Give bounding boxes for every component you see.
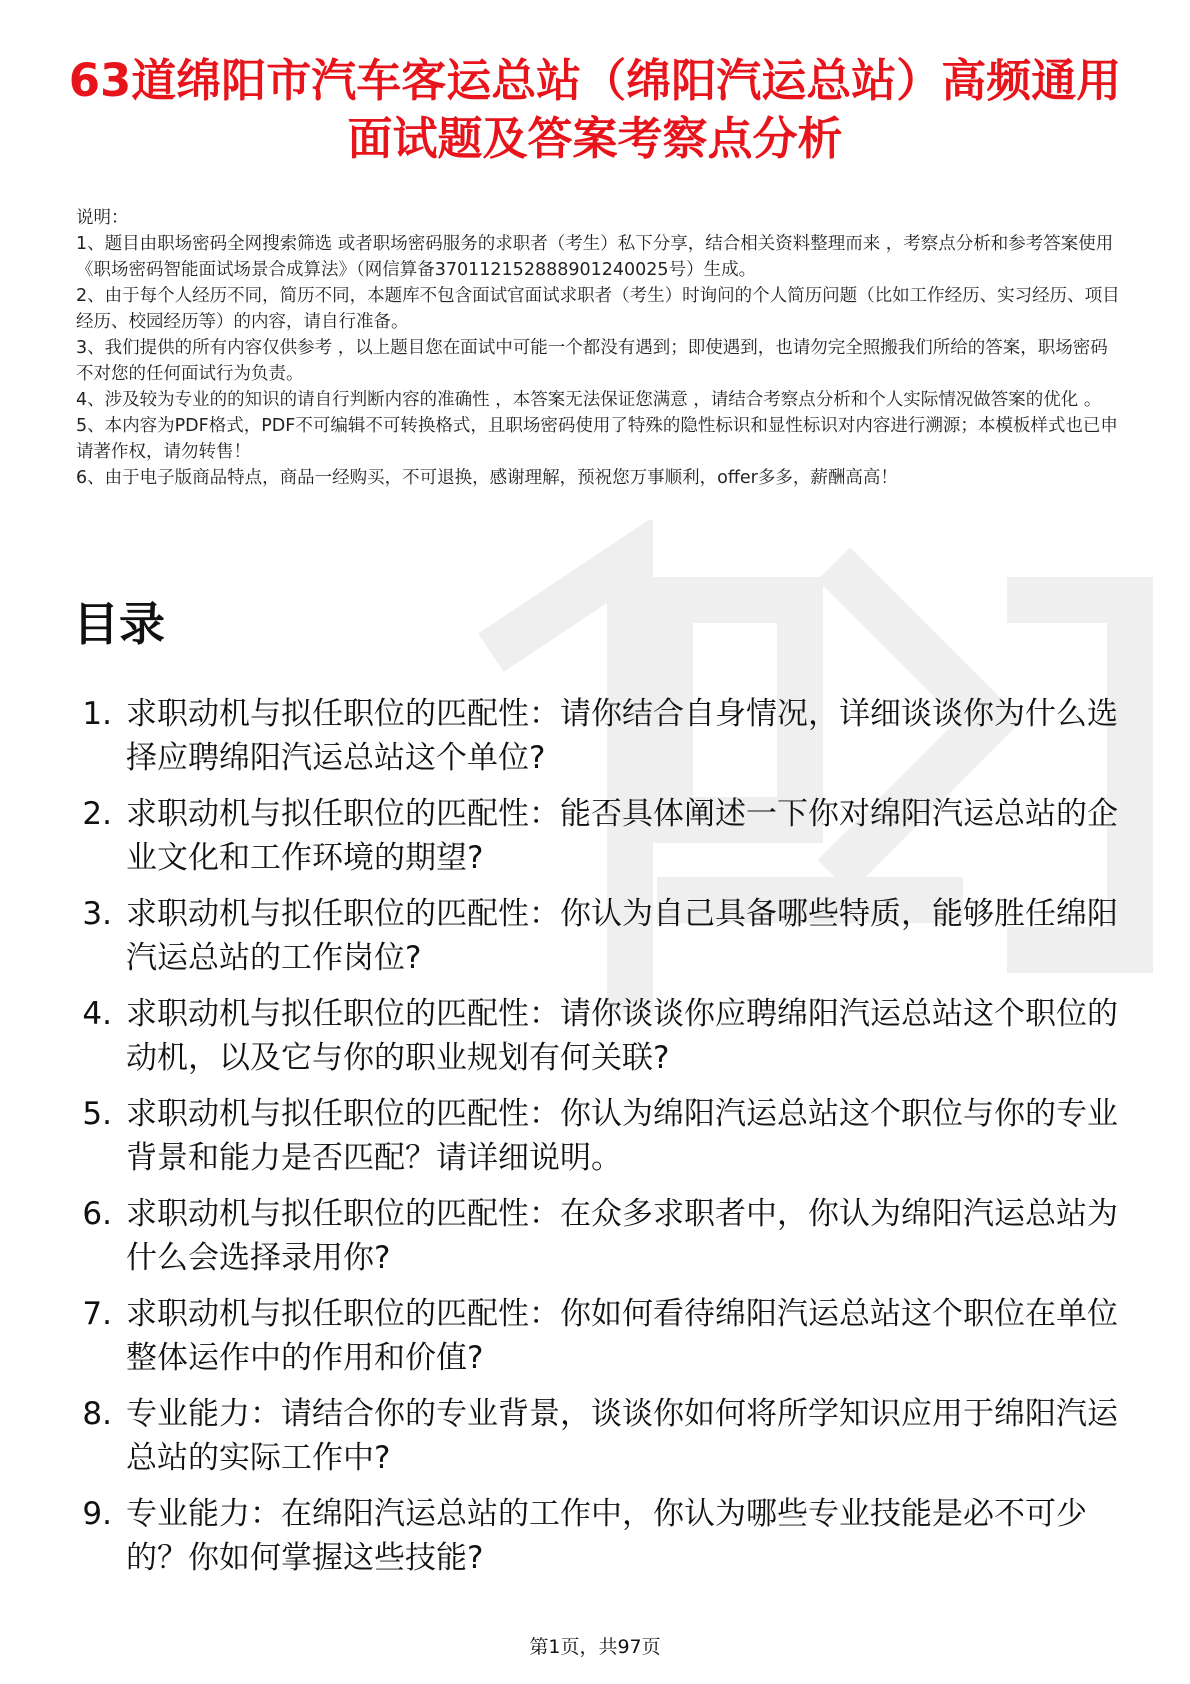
toc-item-text: 求职动机与拟任职位的匹配性：请你结合自身情况，详细谈谈你为什么选择应聘绵阳汽运总站这个单位? bbox=[126, 696, 1118, 776]
toc-item-number: 6. bbox=[82, 1196, 112, 1232]
toc-item[interactable] bbox=[70, 892, 1130, 980]
toc-item-number: 3. bbox=[82, 896, 112, 932]
toc-item-text: 求职动机与拟任职位的匹配性：你认为自己具备哪些特质，能够胜任绵阳汽运总站的工作岗位? bbox=[126, 896, 1118, 976]
toc-heading: 目录 bbox=[73, 597, 165, 651]
notes-heading: 说明： bbox=[76, 208, 129, 228]
toc-item-number: 4. bbox=[82, 996, 112, 1032]
note-item: 2、由于每个人经历不同，简历不同，本题库不包含面试官面试求职者（考生）时询问的个人简历问题（比如工作经历、实习经历、项目经历、校园经历等）的内容，请自行准备。 bbox=[76, 286, 1120, 332]
toc-item-text: 专业能力：请结合你的专业背景，谈谈你如何将所学知识应用于绵阳汽运总站的实际工作中? bbox=[126, 1396, 1118, 1476]
document-title: 63道绵阳市汽车客运总站（绵阳汽运总站）高频通用面试题及答案考察点分析 bbox=[68, 54, 1122, 165]
toc-item-number: 2. bbox=[82, 796, 112, 832]
toc-item[interactable] bbox=[70, 792, 1130, 880]
toc-item-text: 求职动机与拟任职位的匹配性：你认为绵阳汽运总站这个职位与你的专业背景和能力是否匹配？请详细说明。 bbox=[126, 1096, 1118, 1176]
toc-list bbox=[70, 692, 1130, 1592]
toc-item-text: 专业能力：在绵阳汽运总站的工作中，你认为哪些专业技能是必不可少的？你如何掌握这些技能? bbox=[126, 1496, 1087, 1576]
toc-item-number: 8. bbox=[82, 1396, 112, 1432]
toc-item-number: 9. bbox=[82, 1496, 112, 1532]
note-item: 3、我们提供的所有内容仅供参考 ，以上题目您在面试中可能一个都没有遇到；即使遇到，也请勿完全照搬我们所给的答案，职场密码不对您的任何面试行为负责。 bbox=[76, 338, 1108, 384]
page-number: 第1页，共97页 bbox=[529, 1636, 661, 1658]
toc-item[interactable] bbox=[70, 692, 1130, 780]
toc-item[interactable] bbox=[70, 1092, 1130, 1180]
toc-item[interactable] bbox=[70, 1392, 1130, 1480]
toc-item-number: 7. bbox=[82, 1296, 112, 1332]
toc-item[interactable] bbox=[70, 1492, 1130, 1580]
toc-item-number: 1. bbox=[82, 696, 112, 732]
toc-item-text: 求职动机与拟任职位的匹配性：能否具体阐述一下你对绵阳汽运总站的企业文化和工作环境的期望? bbox=[126, 796, 1118, 876]
toc-item[interactable] bbox=[70, 1292, 1130, 1380]
toc-item-text: 求职动机与拟任职位的匹配性：你如何看待绵阳汽运总站这个职位在单位整体运作中的作用和价值? bbox=[126, 1296, 1118, 1376]
toc-item-text: 求职动机与拟任职位的匹配性：在众多求职者中，你认为绵阳汽运总站为什么会选择录用你? bbox=[126, 1196, 1118, 1276]
note-item: 1、题目由职场密码全网搜索筛选 或者职场密码服务的求职者（考生）私下分享，结合相关资料整理而来 ，考察点分析和参考答案使用《职场密码智能面试场景合成算法》（网信算备370112152888901240025号）生成。 bbox=[76, 234, 1114, 280]
toc-item-number: 5. bbox=[82, 1096, 112, 1132]
toc-item[interactable] bbox=[70, 992, 1130, 1080]
toc-item[interactable] bbox=[70, 1192, 1130, 1280]
notes-section bbox=[76, 205, 1120, 491]
note-item: 6、由于电子版商品特点，商品一经购买，不可退换，感谢理解，预祝您万事顺利，offer多多，薪酬高高！ bbox=[76, 468, 898, 488]
note-item: 4、涉及较为专业的的知识的请自行判断内容的准确性 ，本答案无法保证您满意 ，请结合考察点分析和个人实际情况做答案的优化 。 bbox=[76, 390, 1102, 410]
toc-item-text: 求职动机与拟任职位的匹配性：请你谈谈你应聘绵阳汽运总站这个职位的动机，以及它与你的职业规划有何关联? bbox=[126, 996, 1118, 1076]
note-item: 5、本内容为PDF格式，PDF不可编辑不可转换格式，且职场密码使用了特殊的隐性标识和显性标识对内容进行溯源；本模板样式也已申请著作权，请勿转售！ bbox=[76, 416, 1118, 462]
